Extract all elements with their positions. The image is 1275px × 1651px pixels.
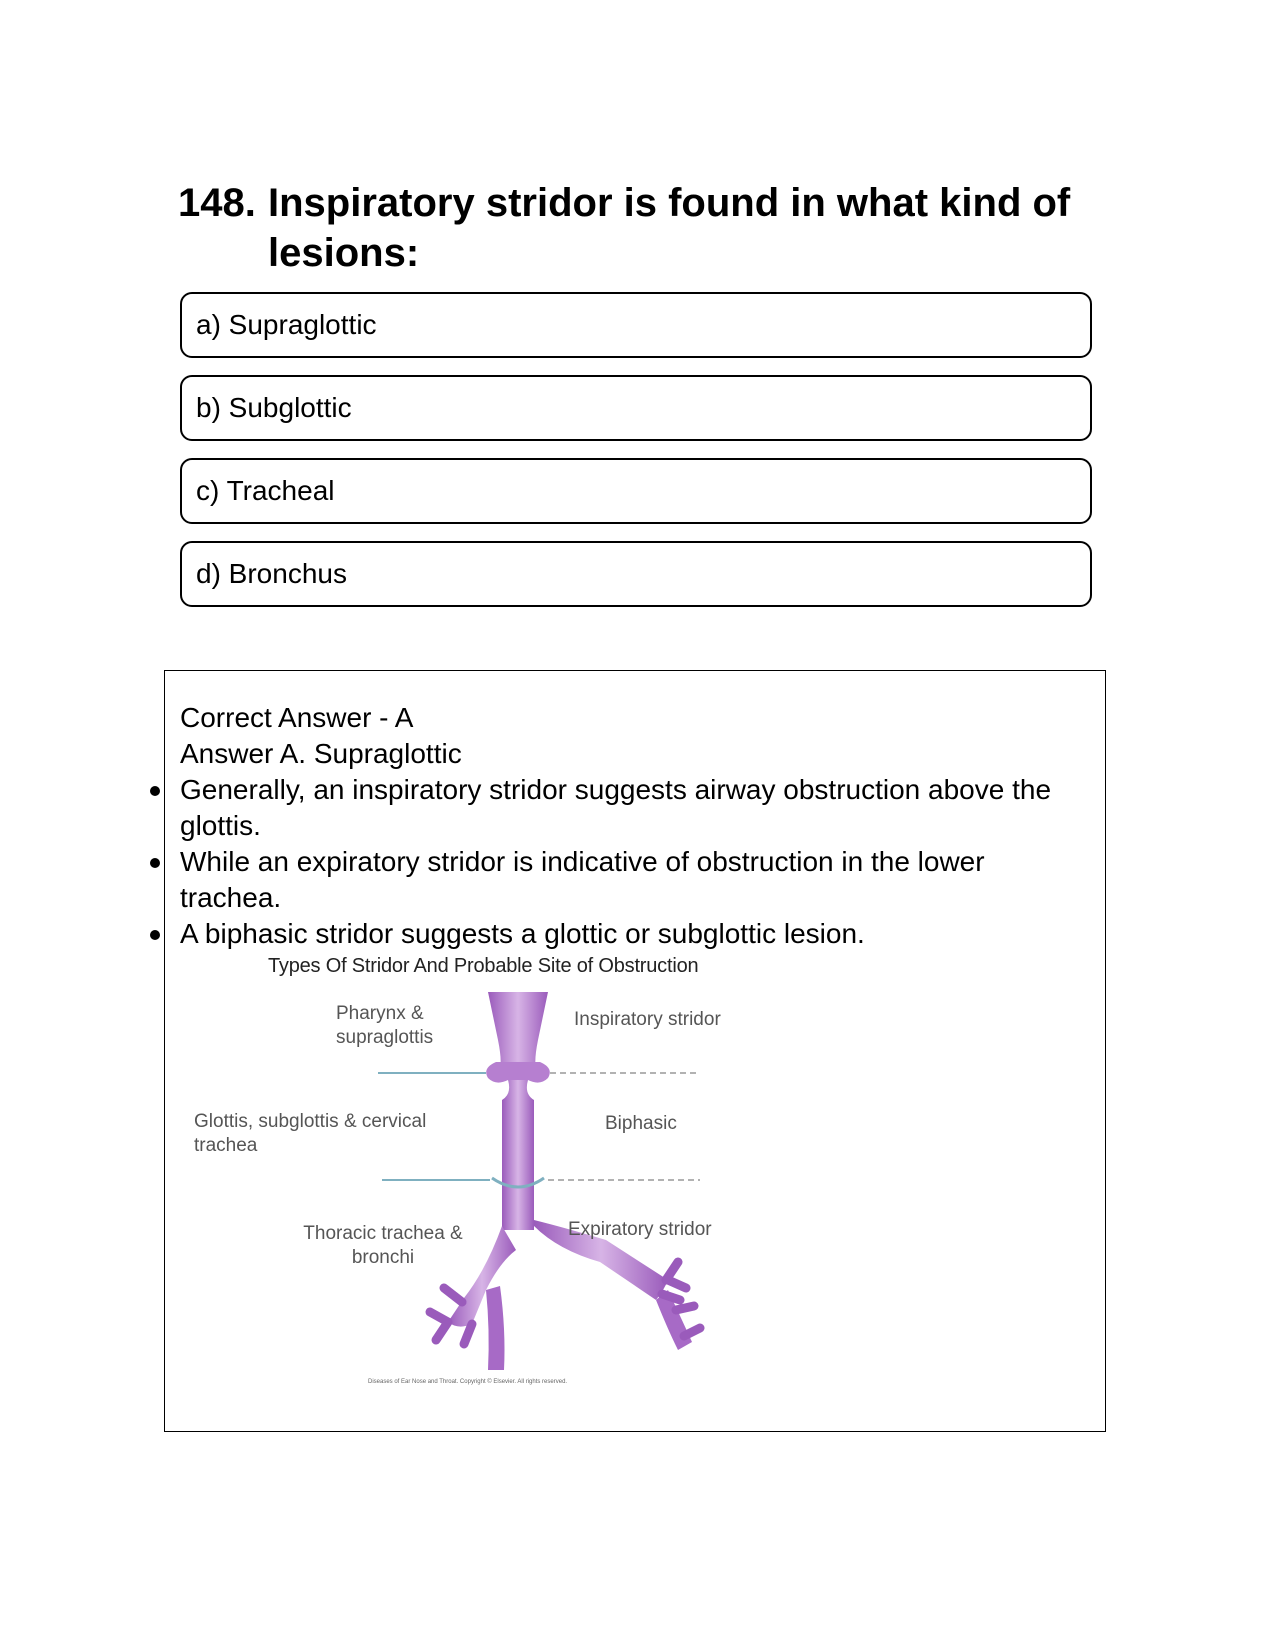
bullet-item [180, 916, 1080, 952]
bullet-item [180, 772, 1080, 844]
figure-title: Types Of Stridor And Probable Site of Obstruction [268, 955, 699, 977]
correct-answer-line: Correct Answer - A [180, 702, 414, 733]
bullet-item [180, 844, 1080, 916]
bullet-text: While an expiratory stridor is indicative of obstruction in the lower trachea. [180, 846, 985, 913]
option-d[interactable]: d) Bronchus [180, 541, 1092, 607]
bullet-dot-icon [150, 786, 160, 796]
label-biphasic: Biphasic [605, 1113, 677, 1134]
pharynx-shape [488, 992, 548, 1068]
bullet-text: Generally, an inspiratory stridor suggests airway obstruction above the glottis. [180, 774, 1052, 841]
option-c[interactable]: c) Tracheal [180, 458, 1092, 524]
left-lower-branch [486, 1286, 505, 1370]
label-pharynx: Pharynx & supraglottis [336, 1003, 434, 1048]
option-b[interactable]: b) Subglottic [180, 375, 1092, 441]
supraglottic-fold [486, 1062, 550, 1083]
figure-copyright: Diseases of Ear Nose and Throat. Copyright © Elsevier. All rights reserved. [368, 1379, 568, 1385]
answer-explanation-line: Answer A. Supraglottic [180, 738, 462, 769]
trachea-shape [502, 1080, 534, 1230]
question-heading [178, 178, 1078, 278]
label-expiratory: Expiratory stridor [568, 1219, 712, 1240]
bullet-dot-icon [150, 858, 160, 868]
bullet-dot-icon [150, 930, 160, 940]
option-a[interactable]: a) Supraglottic [180, 292, 1092, 358]
label-thoracic: Thoracic trachea & bronchi [303, 1223, 463, 1268]
question-number: 148. [178, 181, 256, 225]
label-inspiratory: Inspiratory stridor [574, 1009, 721, 1030]
bullet-text: A biphasic stridor suggests a glottic or subglottic lesion. [180, 918, 865, 949]
label-glottis: Glottis, subglottis & cervical trachea [194, 1111, 427, 1156]
explanation-bullets [180, 772, 1080, 952]
question-text: Inspiratory stridor is found in what kind of lesions: [268, 181, 1071, 275]
